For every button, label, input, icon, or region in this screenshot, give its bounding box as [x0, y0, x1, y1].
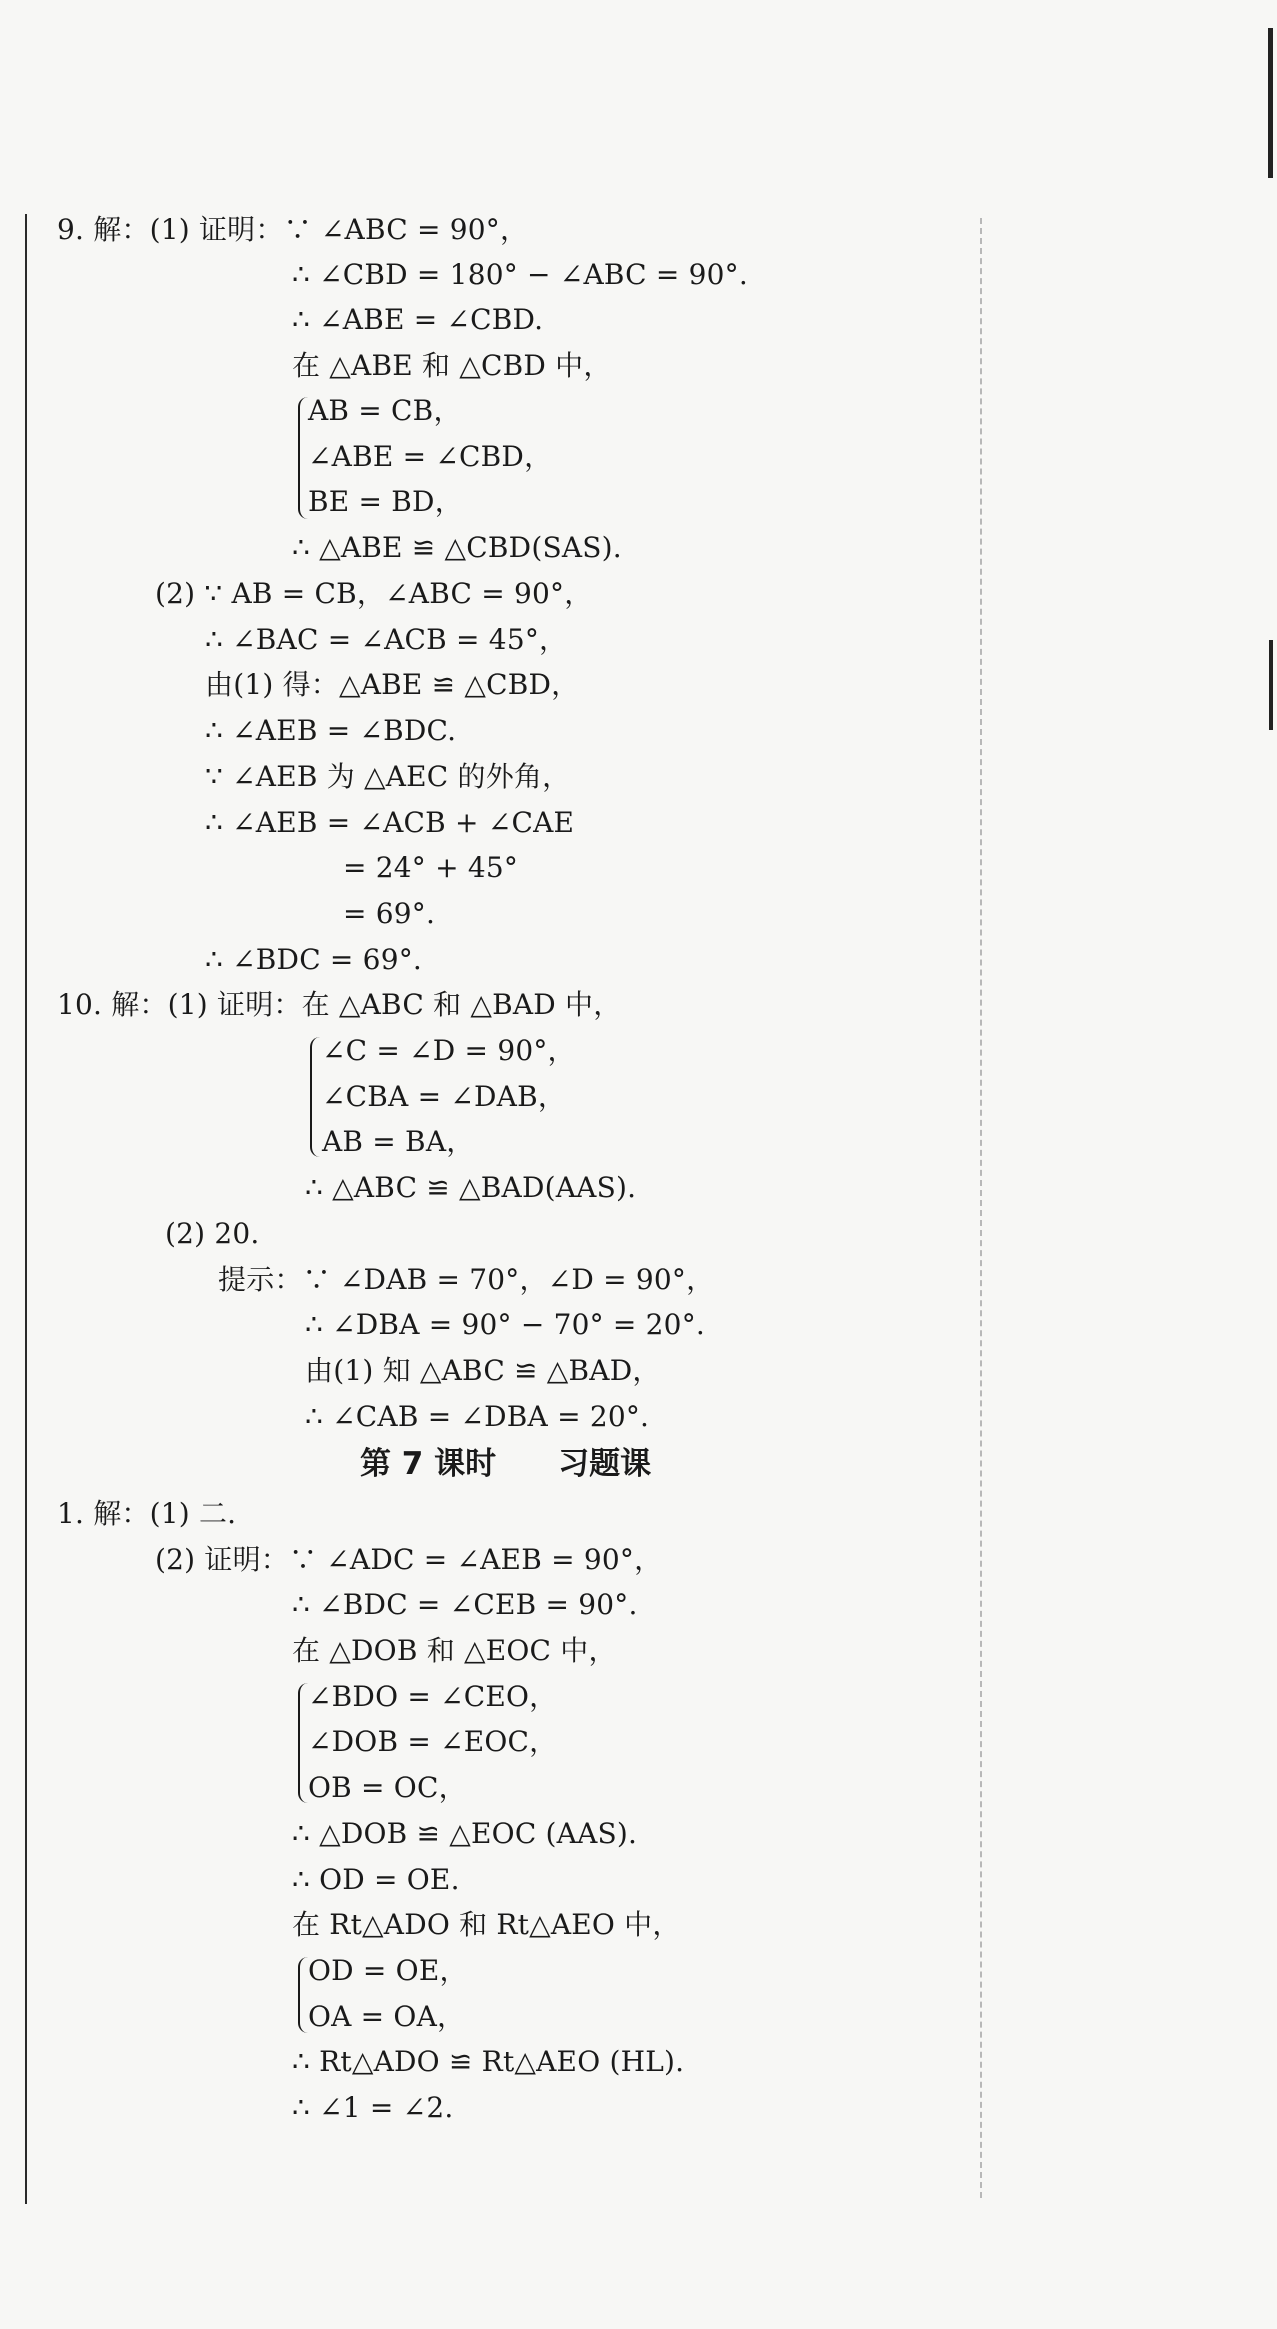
text-line: AB = BA，: [322, 1125, 475, 1158]
text-line: ∴ ∠BDC = ∠CEB = 90°.: [292, 1588, 638, 1621]
text-line: ∵ ∠AEB 为 △AEC 的外角，: [205, 760, 571, 793]
text-line: (2) 20.: [165, 1217, 260, 1250]
text-line: 在 △ABE 和 △CBD 中，: [292, 349, 612, 382]
text-line: ∴ ∠DBA = 90° − 70° = 20°.: [305, 1308, 705, 1341]
text-line: ∠DOB = ∠EOC，: [308, 1725, 558, 1758]
text-line: ∴ ∠BDC = 69°.: [205, 943, 423, 976]
text-line: 1. 解：(1) 二.: [57, 1497, 237, 1530]
scan-edge-mark: [1269, 640, 1273, 730]
text-line: ∴ ∠1 = ∠2.: [292, 2091, 454, 2124]
text-line: ∴ △DOB ≌ △EOC (AAS).: [292, 1817, 638, 1850]
text-line: OA = OA，: [308, 2000, 466, 2033]
text-line: ∠CBA = ∠DAB，: [322, 1080, 567, 1113]
text-line: 提示：∵ ∠DAB = 70°，∠D = 90°，: [218, 1263, 715, 1296]
text-line: 在 Rt△ADO 和 Rt△AEO 中，: [292, 1908, 681, 1941]
text-line: ∴ ∠BAC = ∠ACB = 45°，: [205, 623, 568, 656]
text-line: ∴ Rt△ADO ≌ Rt△AEO (HL).: [292, 2045, 685, 2078]
text-line: 由(1) 知 △ABC ≌ △BAD，: [305, 1354, 661, 1387]
text-line: AB = CB，: [308, 394, 462, 427]
text-line: 由(1) 得：△ABE ≌ △CBD，: [205, 668, 580, 701]
text-line: 在 △DOB 和 △EOC 中，: [292, 1634, 617, 1667]
text-line: (2) ∵ AB = CB，∠ABC = 90°，: [155, 577, 593, 610]
text-line: = 69°.: [343, 897, 436, 930]
text-line: ∴ ∠AEB = ∠ACB + ∠CAE: [205, 806, 575, 839]
text-line: ∠ABE = ∠CBD，: [308, 440, 553, 473]
system-brace: [310, 1037, 322, 1157]
text-line: ∴ △ABE ≌ △CBD(SAS).: [292, 531, 622, 564]
text-line: ∴ OD = OE.: [292, 1863, 460, 1896]
text-line: ∴ △ABC ≌ △BAD(AAS).: [305, 1171, 637, 1204]
text-line: (2) 证明：∵ ∠ADC = ∠AEB = 90°，: [155, 1543, 663, 1576]
text-line: BE = BD，: [308, 485, 463, 518]
text-line: = 24° + 45°: [343, 851, 519, 884]
left-margin-rule: [25, 214, 27, 2204]
text-line: 10. 解：(1) 证明：在 △ABC 和 △BAD 中，: [57, 988, 622, 1021]
text-line: ∴ ∠CAB = ∠DBA = 20°.: [305, 1400, 650, 1433]
text-line: ∴ ∠AEB = ∠BDC.: [205, 714, 457, 747]
text-line: OD = OE，: [308, 1954, 468, 1987]
dashed-column-rule: [980, 218, 982, 2198]
section-title: 第 7 课时 习题课: [360, 1446, 652, 1482]
scan-edge-mark: [1268, 28, 1273, 178]
text-line: ∴ ∠CBD = 180° − ∠ABC = 90°.: [292, 258, 748, 291]
text-line: ∴ ∠ABE = ∠CBD.: [292, 303, 544, 336]
text-line: OB = OC，: [308, 1771, 467, 1804]
text-line: ∠BDO = ∠CEO，: [308, 1680, 558, 1713]
text-line: ∠C = ∠D = 90°，: [322, 1034, 576, 1067]
text-line: 9. 解：(1) 证明：∵ ∠ABC = 90°，: [57, 213, 529, 246]
